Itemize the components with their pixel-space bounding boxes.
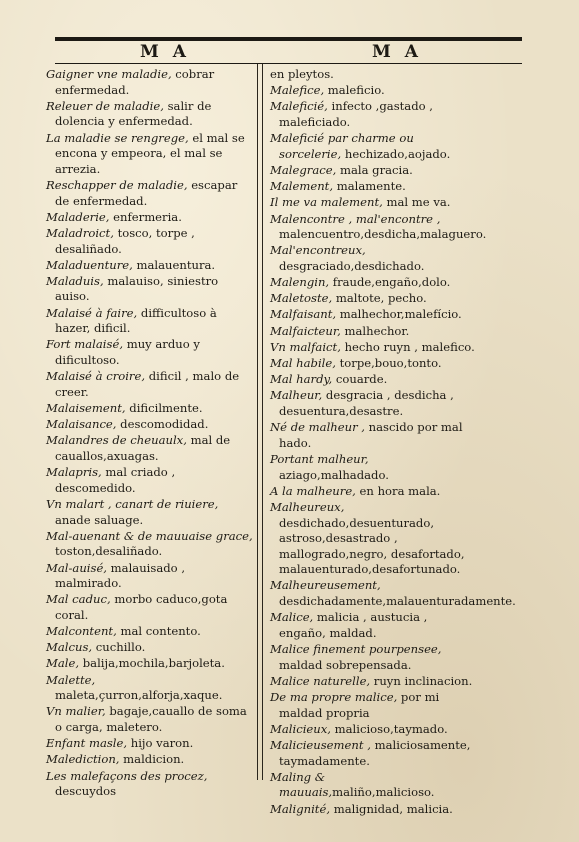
- dictionary-entry: [270, 642, 477, 673]
- dictionary-entry: [46, 178, 253, 209]
- entry-definition: hijo varon.: [127, 736, 194, 751]
- entry-headword: Mal hardy,: [270, 372, 333, 387]
- entry-definition: cobrar enfermedad.: [55, 67, 215, 97]
- dictionary-entry: [270, 484, 477, 500]
- dictionary-entry: [270, 738, 477, 769]
- entry-definition: infecto ,gastado , maleficiado.: [279, 99, 433, 129]
- entry-headword: Maletoste,: [270, 291, 333, 306]
- dictionary-entry: [46, 306, 253, 337]
- entry-headword: Mal-auisé,: [46, 560, 107, 575]
- entry-headword: Maladuenture,: [46, 257, 133, 272]
- entry-definition: maldicion.: [119, 752, 185, 767]
- dictionary-entry: [270, 179, 477, 195]
- entry-definition: difficultoso à hazer, dificil.: [55, 305, 217, 336]
- dictionary-entry: [46, 752, 253, 768]
- entry-definition: descomodidad.: [116, 417, 209, 432]
- entry-definition: toston,desaliñado.: [55, 544, 163, 559]
- entry-headword: Reschapper de maladie,: [46, 177, 188, 192]
- column-divider-second: [262, 64, 263, 780]
- entry-definition: maltote, pecho.: [332, 291, 427, 306]
- entry-headword: Malfaicteur,: [270, 323, 341, 338]
- dictionary-entry: [46, 417, 253, 433]
- entry-headword: Malheureusement,: [270, 578, 381, 593]
- dictionary-entry: [270, 243, 477, 274]
- entry-headword: Malencontre , mal'encontre ,: [270, 211, 441, 226]
- dictionary-entry: [270, 195, 477, 211]
- entry-headword: Maling & mauuais,: [270, 769, 333, 800]
- entry-definition: maleficio.: [324, 83, 385, 98]
- dictionary-entry: [270, 324, 477, 340]
- entry-headword: Malice finement pourpensee,: [270, 642, 442, 657]
- dictionary-entry: [46, 592, 253, 623]
- entry-headword: Malicieux,: [270, 721, 331, 736]
- dictionary-entry: [270, 372, 477, 388]
- entry-headword: Vn malart , canart de riuiere,: [46, 496, 219, 511]
- entry-definition: morbo caduco,gota coral.: [55, 592, 228, 622]
- dictionary-entry: [270, 674, 477, 690]
- entry-headword: Malaisement,: [46, 401, 126, 415]
- dictionary-entry: [46, 226, 253, 257]
- entry-definition: balija,mochila,barjoleta.: [79, 656, 225, 671]
- entry-definition: bagaje,cauallo de soma o carga, maletero.: [55, 704, 247, 734]
- entry-definition: dificilmente.: [125, 401, 203, 415]
- entry-definition: hecho ruyn , malefico.: [340, 339, 475, 354]
- entry-headword: Maleficié,: [270, 99, 328, 114]
- entry-definition: aziago,malhadado.: [279, 467, 389, 482]
- entry-definition: ruyn inclinacion.: [370, 673, 473, 688]
- column-divider: [257, 64, 258, 780]
- entry-definition: cuchillo.: [92, 640, 146, 655]
- entry-definition: maldad sobrepensada.: [279, 657, 412, 672]
- entry-headword: Vn malier,: [46, 704, 106, 719]
- entry-headword: Malice naturelle,: [270, 673, 371, 688]
- entry-headword: Malaisé à faire,: [46, 305, 138, 320]
- running-head-right: M A: [372, 42, 422, 62]
- entry-headword: Malcus,: [46, 640, 93, 655]
- dictionary-entry: [46, 673, 253, 704]
- dictionary-entry: [270, 163, 477, 179]
- entry-headword: Les malefaçons des procez,: [46, 768, 208, 783]
- entry-definition: en hora mala.: [355, 483, 441, 498]
- entry-definition: dificil , malo de creer.: [55, 369, 240, 399]
- entry-definition: malauisado , malmirado.: [55, 560, 186, 591]
- dictionary-entry: [46, 624, 253, 640]
- dictionary-entry: [46, 433, 253, 464]
- entry-definition: enfermeria.: [109, 209, 182, 224]
- top-rule: [55, 37, 522, 41]
- dictionary-entry: [270, 452, 477, 483]
- entry-definition: salir de dolencia y enfermedad.: [55, 98, 212, 129]
- entry-headword: Malcontent,: [46, 624, 117, 639]
- entry-headword: De ma propre malice,: [270, 690, 398, 704]
- entry-definition: tosco, torpe , desaliñado.: [55, 225, 195, 256]
- entry-definition: mal criado , descomedido.: [55, 465, 176, 495]
- entry-headword: Malengin,: [270, 275, 330, 290]
- dictionary-entry: [46, 210, 253, 226]
- dictionary-entry: [46, 337, 253, 368]
- entry-definition: couarde.: [332, 372, 388, 387]
- header-rule: [55, 63, 522, 64]
- dictionary-entry: [46, 131, 253, 178]
- entry-headword: Mal habile,: [270, 356, 336, 370]
- entry-definition: mal me va.: [382, 195, 451, 210]
- entry-definition: mal de cauallos,axuagas.: [55, 433, 231, 463]
- entry-definition: malauiso, siniestro auiso.: [55, 273, 219, 304]
- entry-headword: Fort malaisé,: [46, 337, 124, 352]
- entry-definition: escapar de enfermedad.: [55, 177, 238, 208]
- entry-headword: Malicieusement ,: [270, 737, 371, 752]
- dictionary-entry: [270, 99, 477, 130]
- entry-headword: Mal caduc,: [46, 592, 111, 607]
- dictionary-entry: [46, 640, 253, 656]
- dictionary-entry: [270, 211, 487, 243]
- dictionary-entry: [270, 722, 477, 738]
- entry-headword: Malediction,: [46, 752, 120, 767]
- entry-definition: muy arduo y dificultoso.: [55, 337, 200, 368]
- entry-headword: Portant malheur,: [270, 451, 369, 466]
- entry-definition: mala gracia.: [336, 162, 413, 177]
- entry-headword: Malement,: [270, 179, 334, 194]
- entry-headword: A la malheure,: [270, 483, 356, 498]
- running-head-left: M A: [140, 42, 190, 62]
- dictionary-entry: [46, 369, 253, 400]
- entry-definition: descuydos: [55, 784, 117, 799]
- dictionary-entry: [270, 291, 477, 307]
- entry-headword: Malfaisant,: [270, 307, 337, 322]
- entry-headword: Malaisé à croire,: [46, 369, 146, 384]
- entry-definition: malignidad, malicia.: [330, 801, 453, 816]
- entry-definition: malhechor.: [340, 323, 410, 338]
- entry-definition: maliño,malicioso.: [332, 785, 435, 800]
- dictionary-entry: [270, 500, 477, 578]
- entry-definition: hechizado,aojado.: [341, 146, 451, 161]
- dictionary-entry: [46, 656, 253, 672]
- entry-definition: nascido por mal hado.: [279, 420, 463, 450]
- dictionary-entry: [46, 99, 253, 130]
- dictionary-entry: [46, 67, 253, 98]
- dictionary-entry: [270, 690, 477, 721]
- dictionary-entry: [270, 770, 477, 801]
- entry-definition: por mi maldad propria: [279, 690, 440, 720]
- dictionary-entry: [46, 769, 253, 800]
- dictionary-entry: [46, 529, 253, 560]
- entry-headword: Male,: [46, 656, 80, 671]
- entry-headword: Malandres de cheuaulx,: [46, 433, 187, 448]
- entry-headword: Maleficié par charme ou sorcelerie,: [270, 131, 414, 161]
- dictionary-entry: [270, 578, 516, 609]
- dictionary-entry: [270, 131, 477, 162]
- dictionary-entry: [270, 67, 477, 83]
- entry-headword: Maladuis,: [46, 273, 104, 288]
- entry-headword: Mal'encontreux,: [270, 243, 366, 258]
- entry-headword: Vn malfaict,: [270, 339, 341, 354]
- entry-definition: malhechor,malefício.: [336, 307, 462, 322]
- entry-headword: Malette,: [46, 672, 96, 687]
- dictionary-entry: [46, 704, 253, 735]
- dictionary-entry: [46, 736, 253, 752]
- entry-definition: desdichado,desuenturado, astroso,desastrado , mallogrado,negro, desafortado, malauenturado,desafortunado.: [279, 515, 465, 577]
- entry-headword: Malegrace,: [270, 162, 337, 177]
- entry-definition: malicioso,taymado.: [330, 721, 448, 736]
- left-column: [46, 67, 253, 800]
- dictionary-entry: [270, 610, 477, 641]
- dictionary-entry: [270, 356, 477, 372]
- entry-headword: Malapris,: [46, 465, 102, 480]
- dictionary-entry: [270, 388, 477, 419]
- entry-definition: desgracia , desdicha , desuentura,desastre.: [279, 388, 454, 418]
- dictionary-entry: [46, 561, 253, 592]
- entry-headword: Mal-auenant & de mauuaise grace,: [46, 528, 253, 543]
- entry-definition: anade saluage.: [55, 512, 144, 527]
- entry-definition: fraude,engaño,dolo.: [329, 275, 451, 290]
- dictionary-entry: [46, 274, 253, 305]
- entry-headword: Né de malheur ,: [270, 420, 365, 435]
- entry-definition: maliciosamente, taymadamente.: [279, 737, 471, 768]
- dictionary-entry: [270, 340, 477, 356]
- entry-headword: Il me va malement,: [270, 195, 383, 210]
- dictionary-entry: [46, 497, 253, 528]
- entry-definition: malicia , austucia , engaño, maldad.: [279, 610, 428, 640]
- entry-definition: torpe,bouo,tonto.: [335, 356, 442, 370]
- entry-headword: Maladroict,: [46, 225, 114, 240]
- entry-definition: desgraciado,desdichado.: [279, 258, 425, 273]
- entry-definition: en pleytos.: [270, 67, 334, 81]
- dictionary-entry: [270, 420, 477, 451]
- entry-definition: mal contento.: [116, 624, 201, 639]
- entry-headword: Maladerie,: [46, 209, 110, 224]
- entry-headword: Malheur,: [270, 388, 323, 403]
- dictionary-entry: [46, 465, 253, 496]
- entry-definition: malencuentro,desdicha,malaguero.: [279, 227, 487, 242]
- dictionary-entry: [46, 258, 253, 274]
- dictionary-entry: [270, 83, 477, 99]
- entry-headword: Malefice,: [270, 83, 325, 98]
- dictionary-entry: [46, 401, 253, 417]
- entry-definition: desdichadamente,malauenturadamente.: [279, 594, 516, 609]
- dictionary-entry: [270, 802, 477, 818]
- entry-headword: Malaisance,: [46, 417, 117, 432]
- entry-definition: malamente.: [333, 179, 406, 194]
- entry-definition: el mal se encona y empeora, el mal se arrezia.: [55, 130, 245, 176]
- entry-headword: La maladie se rengrege,: [46, 130, 189, 145]
- dictionary-entry: [270, 275, 477, 291]
- entry-headword: Enfant masle,: [46, 736, 128, 751]
- entry-definition: malauentura.: [132, 257, 216, 272]
- entry-definition: maleta,çurron,alforja,xaque.: [55, 688, 223, 703]
- entry-headword: Malheureux,: [270, 499, 345, 514]
- entry-headword: Releuer de maladie,: [46, 98, 164, 113]
- entry-headword: Gaigner vne maladie,: [46, 67, 172, 81]
- right-column: [270, 67, 516, 818]
- entry-headword: Malice,: [270, 610, 314, 625]
- entry-headword: Malignité,: [270, 801, 331, 816]
- dictionary-entry: [270, 307, 477, 323]
